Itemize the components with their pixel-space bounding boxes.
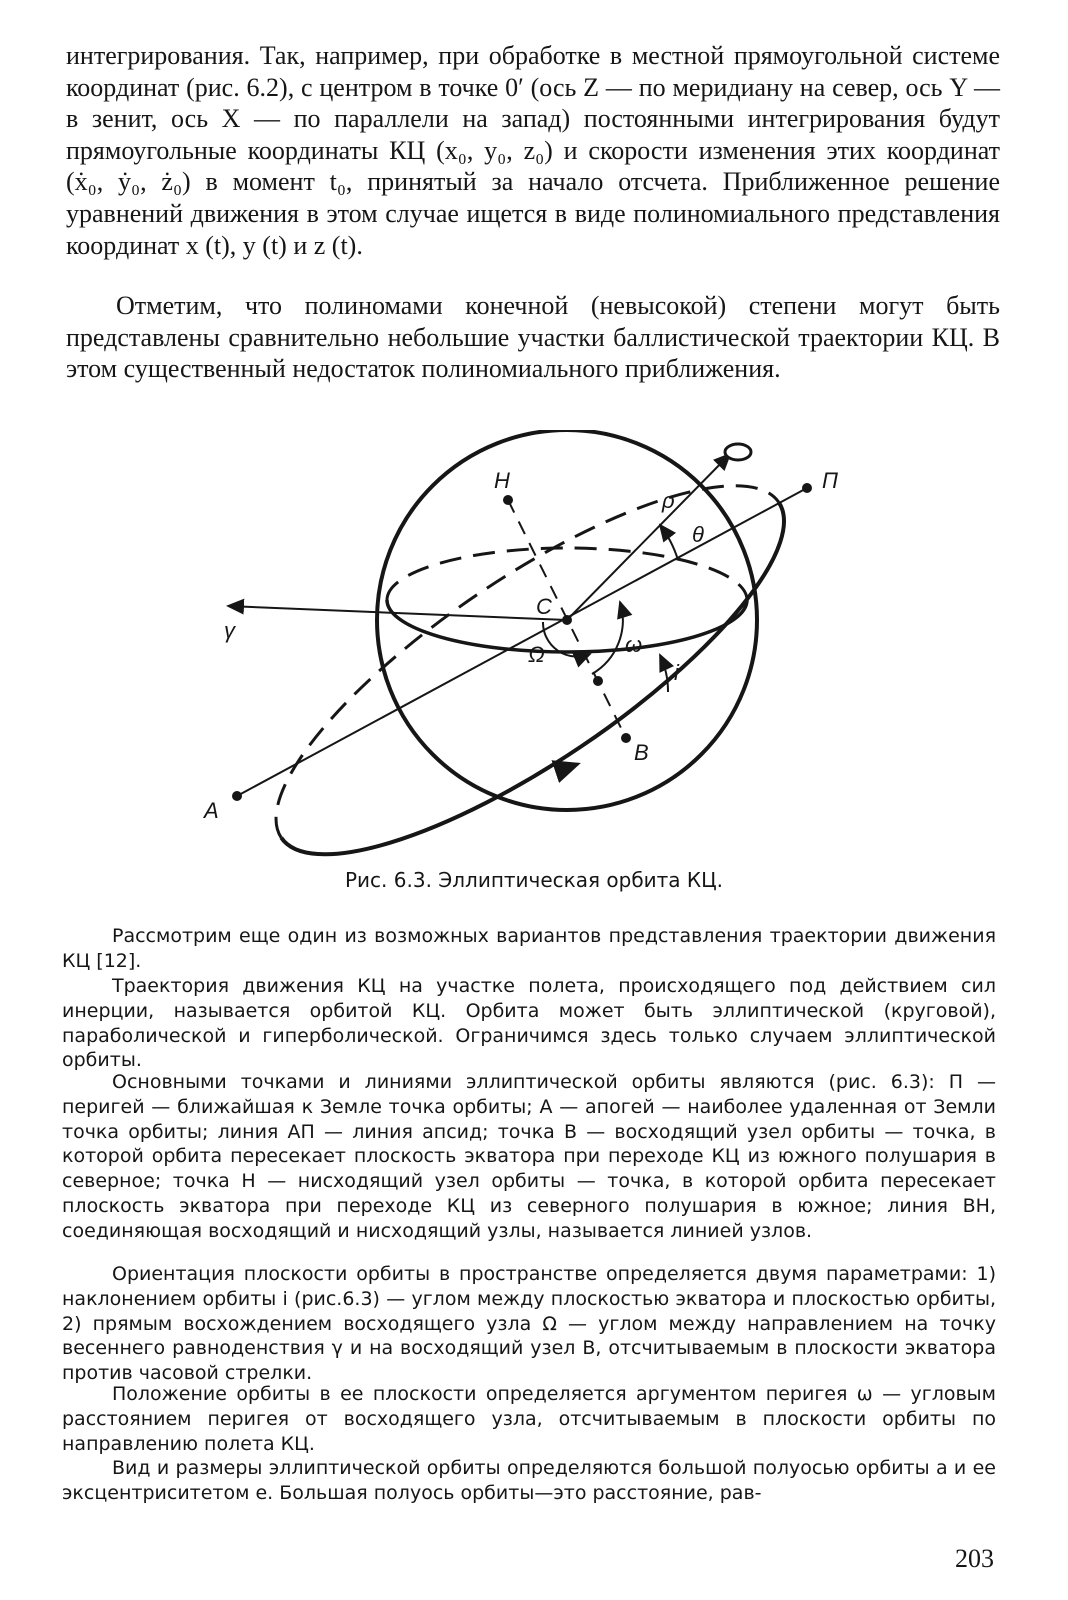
- satellite-marker: [725, 444, 751, 460]
- node-H-point: [503, 495, 513, 505]
- paragraph-orbit-definition: Траектория движения КЦ на участке полета, происходящего под действием сил инерции, называется орбитой КЦ. Орбита может быть эллиптической (круговой), параболической и гиперболической. Ограничимся здесь только случаем эллиптической орбиты.: [62, 975, 996, 1072]
- paragraph-integration-constants: интегрирования. Так, например, при обработке в местной прямоугольной системе координат (рис. 6.2), с центром в точке 0′ (ось Z — по меридиану на север, ось Y — в зенит, ось X — по параллели на запад) постоянными интегрирования будут прямоугольные координаты КЦ (x₀, y₀, z₀) и скорости изменения этих координат (ẋ₀, ẏ₀, ż₀) в момент t₀, принятый за начало отсчета. Приближенное решение уравнений движения в этом случае ищется в виде полиномиального представления координат x (t), y (t) и z (t).: [66, 41, 1000, 260]
- elliptical-orbit-figure: [190, 430, 880, 860]
- paragraph-orbit-orientation: Ориентация плоскости орбиты в пространстве определяется двумя параметрами: 1) наклонением орбиты i (рис.6.3) — углом между плоскостью экватора и плоскостью орбиты, 2) прямым восхождением восходящего узла Ω — углом между направлением на точку весеннего равноденствия γ и на восходящий узел B, отсчитываемым в плоскости экватора против часовой стрелки.: [62, 1263, 996, 1385]
- equator-front-arc: [387, 600, 747, 652]
- equator-back-arc: [387, 548, 747, 600]
- figure-caption: Рис. 6.3. Эллиптическая орбита КЦ.: [345, 868, 723, 892]
- node-crossing-point: [593, 676, 603, 686]
- label-P: П: [822, 468, 838, 493]
- paragraph-orbit-points: Основными точками и линиями эллиптической орбиты являются (рис. 6.3): П — перигей — ближайшая к Земле точка орбиты; A — апогей — наиболее удаленная от Земли точка орбиты; линия AП — линия апсид; точка B — восходящий узел орбиты — точка, в которой орбита пересекает плоскость экватора при переходе КЦ из южного полушария в северное; точка H — нисходящий узел орбиты — точка, в которой орбита пересекает плоскость экватора при переходе КЦ из северного полушария в южное; линия BH, соединяющая восходящий и нисходящий узлы, называется линией узлов.: [62, 1071, 996, 1242]
- label-A: A: [204, 798, 219, 823]
- apogee-point: [232, 791, 242, 801]
- center-C-point: [562, 615, 572, 625]
- label-gamma: γ: [224, 618, 235, 643]
- label-B: B: [634, 740, 649, 765]
- label-Omega: Ω: [528, 642, 545, 667]
- apsides-line: [237, 488, 807, 796]
- label-i: i: [674, 660, 679, 685]
- node-B-point: [621, 733, 631, 743]
- label-H: H: [494, 468, 510, 493]
- paragraph-polynomial-drawback: Отметим, что полиномами конечной (невысокой) степени могут быть представлены сравнительно небольшие участки баллистической траектории КЦ. В этом существенный недостаток полиномиального приближения.: [66, 291, 1000, 384]
- label-rho: ρ: [662, 488, 675, 513]
- label-omega: ω: [625, 632, 643, 657]
- label-C: C: [536, 594, 552, 619]
- paragraph-orbit-size: Вид и размеры эллиптической орбиты определяются большой полуосью орбиты a и ее эксцентриситетом e. Большая полуось орбиты—это расстояние, рав-: [62, 1457, 996, 1504]
- page-number: 203: [955, 1544, 994, 1573]
- paragraph-perigee-argument: Положение орбиты в ее плоскости определяется аргументом перигея ω — угловым расстоянием перигея от восходящего узла, отсчитываемым в плоскости орбиты по направлению полета КЦ.: [62, 1383, 996, 1455]
- label-theta: θ: [692, 522, 704, 547]
- paragraph-variant-intro: Рассмотрим еще один из возможных вариантов представления траектории движения КЦ [12].: [62, 925, 996, 972]
- radius-vector-rho: [567, 454, 730, 620]
- perigee-point: [802, 483, 812, 493]
- angle-omega-arc: [592, 602, 623, 674]
- flight-direction-arrow: [560, 764, 578, 770]
